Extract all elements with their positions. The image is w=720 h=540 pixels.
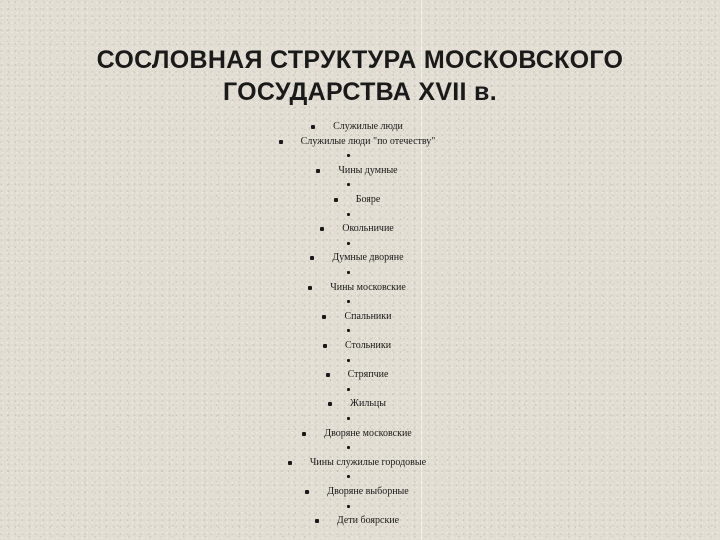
list-item-text: Чины служилые городовые bbox=[309, 456, 427, 468]
list-item bbox=[0, 427, 720, 441]
bullet-icon bbox=[347, 505, 350, 508]
bullet-icon bbox=[323, 344, 327, 348]
list-item bbox=[0, 222, 720, 236]
list-item bbox=[0, 266, 720, 280]
list-item bbox=[0, 251, 720, 265]
list-item bbox=[0, 164, 720, 178]
list-item-text: Окольничие bbox=[342, 223, 394, 235]
bullet-icon bbox=[347, 388, 350, 391]
list-item bbox=[0, 208, 720, 222]
list-item-text: Стольники bbox=[344, 340, 392, 351]
bullet-icon bbox=[316, 169, 320, 173]
list-item bbox=[0, 456, 720, 470]
list-item bbox=[0, 295, 720, 309]
list-item bbox=[0, 310, 720, 324]
list-item-text: Жильцы bbox=[350, 398, 386, 410]
bullet-icon bbox=[347, 475, 350, 478]
list-item bbox=[0, 178, 720, 192]
list-item bbox=[0, 237, 720, 251]
list-item-text: Бояре bbox=[355, 194, 381, 205]
bullet-icon bbox=[347, 154, 350, 157]
list-item bbox=[0, 485, 720, 499]
bullet-icon bbox=[302, 432, 306, 436]
list-item-text: Чины московские bbox=[330, 281, 406, 293]
bullet-icon bbox=[315, 519, 319, 523]
list-item-text: Спальники bbox=[344, 310, 392, 322]
bullet-icon bbox=[320, 227, 324, 231]
list-item-text: Думные дворяне bbox=[332, 252, 404, 264]
list-item bbox=[0, 383, 720, 397]
list-item bbox=[0, 470, 720, 484]
bullet-icon bbox=[322, 315, 326, 319]
list-item bbox=[0, 368, 720, 382]
list-item-text: Дети боярские bbox=[336, 515, 400, 527]
list-item-text: Дворяне московские bbox=[324, 427, 412, 439]
list-item bbox=[0, 397, 720, 411]
list-item-text: Дворяне выборные bbox=[327, 486, 409, 497]
list-item bbox=[0, 354, 720, 368]
bullet-icon bbox=[347, 213, 350, 216]
bullet-icon bbox=[347, 242, 350, 245]
bullet-icon bbox=[328, 402, 332, 406]
bullet-icon bbox=[347, 183, 350, 186]
bullet-icon bbox=[347, 329, 350, 332]
bullet-icon bbox=[347, 417, 350, 420]
bullet-icon bbox=[311, 125, 315, 129]
list-item-text: Служилые люди bbox=[333, 121, 403, 132]
bullet-icon bbox=[347, 271, 350, 274]
bullet-icon bbox=[334, 198, 338, 202]
list-item bbox=[0, 135, 720, 149]
bullet-icon bbox=[305, 490, 309, 494]
list-item bbox=[0, 339, 720, 353]
title-line-1: СОСЛОВНАЯ СТРУКТУРА МОСКОВСКОГО bbox=[96, 46, 624, 74]
bullet-icon bbox=[347, 359, 350, 362]
list-item bbox=[0, 120, 720, 134]
bullet-icon bbox=[308, 286, 312, 290]
list-item-text: Чины думные bbox=[338, 164, 398, 176]
bullet-icon bbox=[279, 140, 283, 144]
bullet-icon bbox=[288, 461, 292, 465]
list-item-text: Стряпчие bbox=[347, 369, 389, 381]
bullet-icon bbox=[347, 300, 350, 303]
list-item bbox=[0, 412, 720, 426]
list-item bbox=[0, 193, 720, 207]
list-item bbox=[0, 281, 720, 295]
list-item bbox=[0, 441, 720, 455]
list-item bbox=[0, 149, 720, 163]
slide-title bbox=[20, 44, 700, 108]
bullet-icon bbox=[326, 373, 330, 377]
list-item bbox=[0, 324, 720, 338]
bullet-icon bbox=[310, 256, 314, 260]
title-line-2: ГОСУДАРСТВА XVII в. bbox=[223, 78, 497, 106]
list-item-text: Служилые люди "по отечеству" bbox=[300, 135, 436, 147]
bullet-icon bbox=[347, 446, 350, 449]
list-item bbox=[0, 514, 720, 528]
list-item bbox=[0, 500, 720, 514]
